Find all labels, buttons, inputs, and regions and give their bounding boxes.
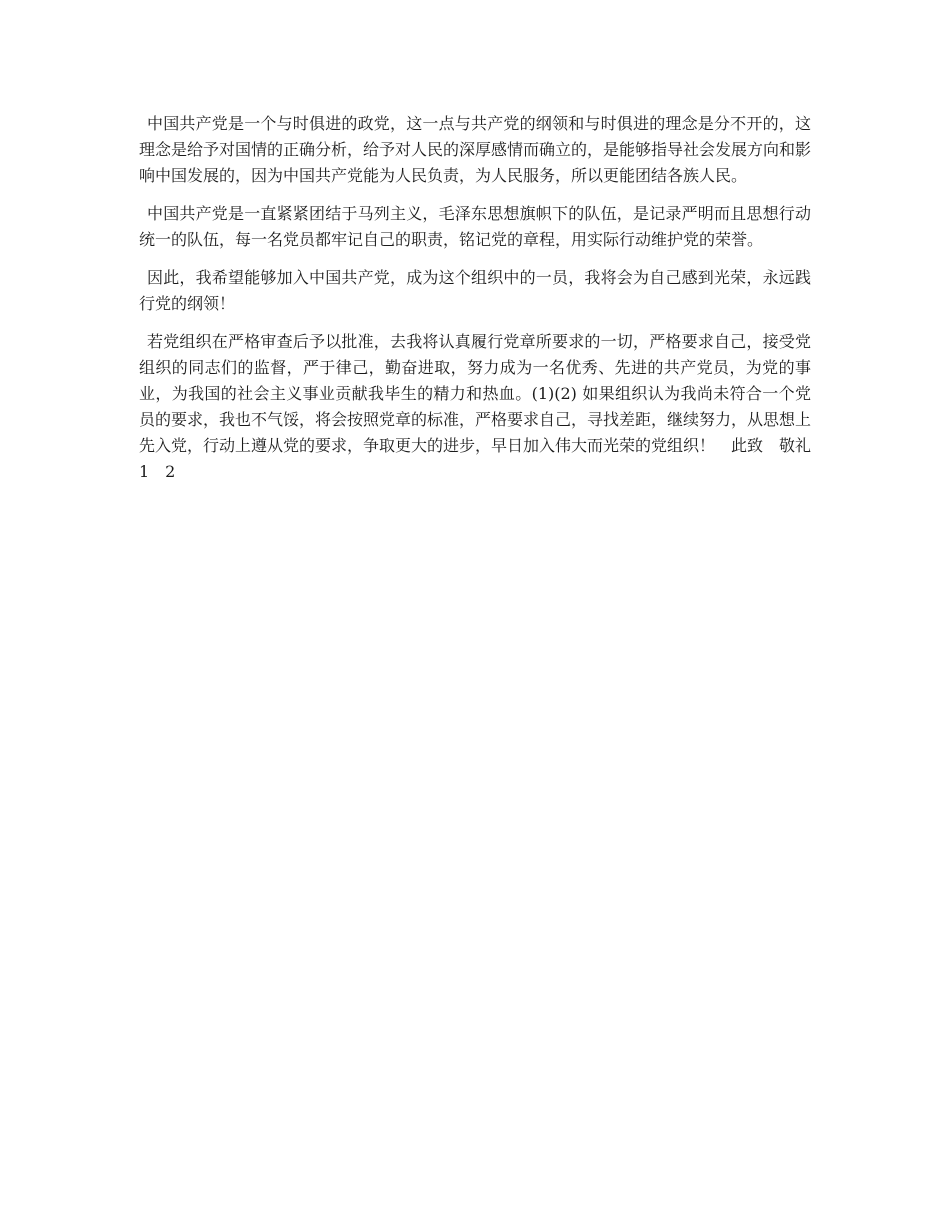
paragraph-3: 因此，我希望能够加入中国共产党，成为这个组织中的一员，我将会为自己感到光荣，永远践行党的纲领！ <box>139 268 811 313</box>
paragraph-1: 中国共产党是一个与时俱进的政党，这一点与共产党的纲领和与时俱进的理念是分不开的，这理念是给予对国情的正确分析，给予对人民的深厚感情而确立的，是能够指导社会发展方向和影响中国发展的，因为中国共产党能为人民负责，为人民服务，所以更能团结各族人民。 <box>139 114 812 185</box>
paragraph-2: 中国共产党是一直紧紧团结于马列主义，毛泽东思想旗帜下的队伍，是记录严明而且思想行动统一的队伍，每一名党员都牢记自己的职责，铭记党的章程，用实际行动维护党的荣誉。 <box>139 204 811 249</box>
paragraph-4: 若党组织在严格审查后予以批准，去我将认真履行党章所要求的一切，严格要求自己，接受党组织的同志们的监督，严于律己，勤奋进取，努力成为一名优秀、先进的共产党员，为党的事业，为我国的社会主义事业贡献我毕生的精力和热血。(1)(2) 如果组织认为我尚未符合一个党员的要求，我也不气馁，将会按照党章的标准，严格要求自己，寻找差距，继续努力，从思想上先入党，行动上遵从党的要求，争取更大的进步，早日加入伟大而光荣的党组织！ 此致 敬礼 1 2 <box>139 332 828 481</box>
document-body <box>139 111 828 497</box>
